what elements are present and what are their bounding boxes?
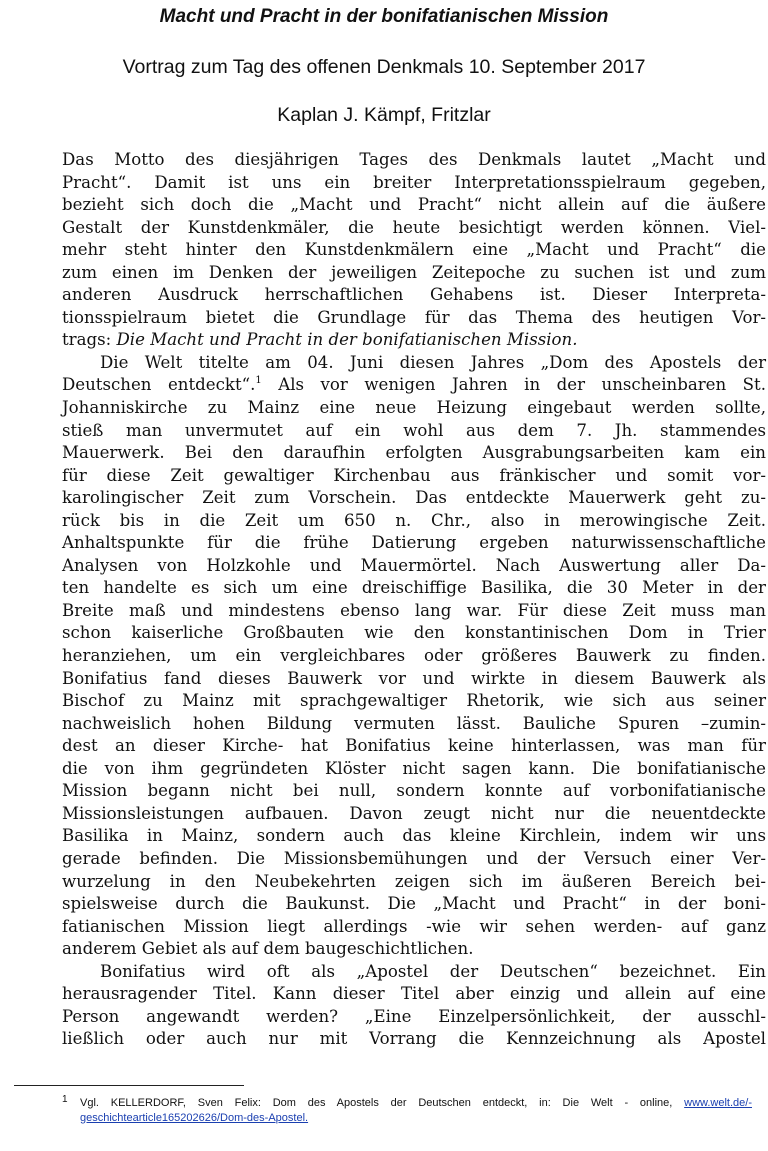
body-line-text: Bonifatius fand dieses Bauwerk vor und wirkte in diesem Bauwerk als — [62, 668, 766, 688]
footnote-link[interactable]: www.welt.de/- — [684, 1097, 752, 1109]
body-line — [62, 149, 766, 172]
body-line-text: Breite maß und mindestens ebenso lang war. Für diese Zeit muss man — [62, 600, 766, 620]
body-line — [62, 758, 766, 781]
body-line-text: karolingischer Zeit zum Vorschein. Das entdeckte Mauerwerk geht zu- — [62, 488, 766, 508]
body-line-text: Gestalt der Kunstdenkmäler, die heute besichtigt werden können. Viel- — [62, 217, 766, 237]
body-line-text: Bonifatius wird oft als „Apostel der Deutschen“ bezeichnet. Ein — [100, 961, 766, 981]
body-line-text: spielsweise durch die Baukunst. Die „Macht und Pracht“ in der boni- — [62, 894, 766, 914]
document-author: Kaplan J. Kämpf, Fritzlar — [277, 104, 491, 126]
body-line-text: für diese Zeit gewaltiger Kirchenbau aus fränkischer und somit vor- — [62, 465, 766, 485]
body-line-text: anderem Gebiet als auf dem baugeschichtlichen. — [62, 939, 474, 959]
body-line-text: mehr steht hinter den Kunstdenkmälern eine „Macht und Pracht“ die — [62, 240, 766, 260]
body-line — [62, 622, 766, 645]
body-line — [62, 871, 766, 894]
body-line — [62, 848, 766, 871]
body-line-text: Basilika in Mainz, sondern auch das kleine Kirchlein, indem wir uns — [62, 826, 766, 846]
body-line-text: dest an dieser Kirche- hat Bonifatius keine hinterlassen, was man für — [62, 736, 766, 756]
body-line-text: ließlich oder auch nur mit Vorrang die Kennzeichnung als Apostel — [62, 1029, 766, 1049]
document-title: Macht und Pracht in der bonifatianischen Mission — [159, 6, 609, 27]
body-line — [62, 780, 766, 803]
footnote-reference[interactable]: 1 — [255, 375, 262, 387]
body-line — [62, 284, 766, 307]
body-line-text: bezieht sich doch die „Macht und Pracht“ nicht allein auf die äußere — [62, 195, 766, 215]
body-line-text: fatianischen Mission liegt allerdings -wie wir sehen werden- auf ganz — [62, 916, 766, 936]
body-line-text: Das Motto des diesjährigen Tages des Denkmals lautet „Macht und — [62, 150, 766, 169]
body-line — [62, 307, 766, 330]
body-line — [62, 487, 766, 510]
body-line — [62, 645, 766, 668]
body-line-text: tionsspielraum bietet die Grundlage für das Thema des heutigen Vor- — [62, 307, 766, 327]
body-line-text: Bischof zu Mainz mit sprachgewaltiger Rhetorik, wie sich aus seiner — [62, 691, 766, 711]
body-line — [62, 690, 766, 713]
body-line — [62, 239, 766, 262]
body-line-text: trags: — [62, 330, 117, 350]
body-line-text: Person angewandt werden? „Eine Einzelpersönlichkeit, der ausschl- — [62, 1006, 766, 1026]
body-line — [62, 1028, 766, 1051]
body-line — [62, 893, 766, 916]
footnote-text-line — [62, 1096, 752, 1111]
body-line-text: Die Welt titelte am 04. Juni diesen Jahres „Dom des Apostels der — [100, 352, 766, 372]
footnote-citation: Vgl. KELLERDORF, Sven Felix: Dom des Apostels der Deutschen entdeckt, in: Die Welt - online, — [80, 1097, 685, 1109]
body-line-text: die von ihm gegründeten Klöster nicht sagen kann. Die bonifatianische — [62, 758, 766, 778]
body-line-text: Anhaltspunkte für die frühe Datierung ergeben naturwissenschaftliche — [62, 533, 766, 553]
body-line-text: nachweislich hohen Bildung vermuten lässt. Bauliche Spuren –zumin- — [62, 713, 766, 733]
body-line — [62, 397, 766, 420]
body-line — [62, 329, 768, 352]
body-line — [62, 510, 766, 533]
body-line — [62, 668, 766, 691]
body-line-text: zum einen im Denken der jeweiligen Zeitepoche zu suchen ist und zum — [62, 262, 766, 282]
body-line-text: herausragender Titel. Kann dieser Titel aber einzig und allein auf eine — [62, 984, 766, 1004]
body-line — [62, 352, 766, 375]
body-line-text: stieß man unvermutet auf ein wohl aus dem 7. Jh. stammendes — [62, 420, 766, 440]
body-line — [62, 1006, 766, 1029]
body-line — [62, 172, 766, 195]
body-line — [62, 713, 766, 736]
body-line-text-continued: Als vor wenigen Jahren in der unscheinbaren St. — [261, 375, 766, 395]
document-subtitle: Vortrag zum Tag des offenen Denkmals 10. September 2017 — [122, 56, 646, 78]
body-line-text: schon kaiserliche Großbauten wie den konstantinischen Dom in Trier — [62, 623, 766, 643]
body-line — [62, 374, 766, 397]
footnote-link-line — [62, 1111, 752, 1126]
body-line-text: Johanniskirche zu Mainz eine neue Heizung eingebaut werden sollte, — [62, 398, 766, 418]
body-line — [62, 938, 768, 961]
body-line — [62, 262, 766, 285]
body-line — [62, 983, 766, 1006]
footnote-link-continued[interactable]: geschichtearticle165202626/Dom-des-Apostel. — [80, 1111, 309, 1124]
footnote-number: 1 — [62, 1094, 68, 1105]
body-line-text: Pracht“. Damit ist uns ein breiter Interpretationsspielraum gegeben, — [62, 172, 766, 192]
body-line-text: rück bis in die Zeit um 650 n. Chr., also in merowingische Zeit. — [62, 510, 766, 530]
body-line-text: Mauerwerk. Bei den daraufhin erfolgten Ausgrabungsarbeiten kam ein — [62, 443, 766, 463]
body-line-text: Analysen von Holzkohle und Mauermörtel. Nach Auswertung aller Da- — [62, 555, 766, 575]
body-line — [62, 465, 766, 488]
body-line — [62, 961, 766, 984]
body-line — [62, 442, 766, 465]
body-line — [62, 577, 766, 600]
footnote-separator — [14, 1085, 244, 1086]
body-line-text: anderen Ausdruck herrschaftlichen Gehabens ist. Dieser Interpreta- — [62, 285, 766, 305]
body-line — [62, 532, 766, 555]
body-line — [62, 420, 766, 443]
body-line-text: wurzelung in den Neubekehrten zeigen sich im äußeren Bereich bei- — [62, 871, 766, 891]
body-line — [62, 825, 766, 848]
body-line — [62, 916, 766, 939]
body-line-text: heranziehen, um ein vergleichbares oder größeres Bauwerk zu finden. — [62, 646, 766, 666]
body-line — [62, 194, 766, 217]
body-line — [62, 217, 766, 240]
body-line — [62, 555, 766, 578]
body-line-text: ten handelte es sich um eine dreischiffige Basilika, die 30 Meter in der — [62, 578, 766, 598]
body-line — [62, 600, 766, 623]
body-line-text: Mission begann nicht bei null, sondern konnte auf vorbonifatianische — [62, 781, 766, 801]
body-line-text: Deutschen entdeckt“. — [62, 375, 256, 395]
body-line-text: gerade befinden. Die Missionsbemühungen und der Versuch einer Ver- — [62, 848, 766, 868]
body-line-text: Missionsleistungen aufbauen. Davon zeugt nicht nur die neuentdeckte — [62, 803, 766, 823]
body-line — [62, 735, 766, 758]
body-text — [62, 149, 768, 1051]
footnote — [62, 1096, 752, 1125]
body-line — [62, 803, 766, 826]
body-line-italic: Die Macht und Pracht in der bonifatianischen Mission. — [116, 330, 578, 350]
